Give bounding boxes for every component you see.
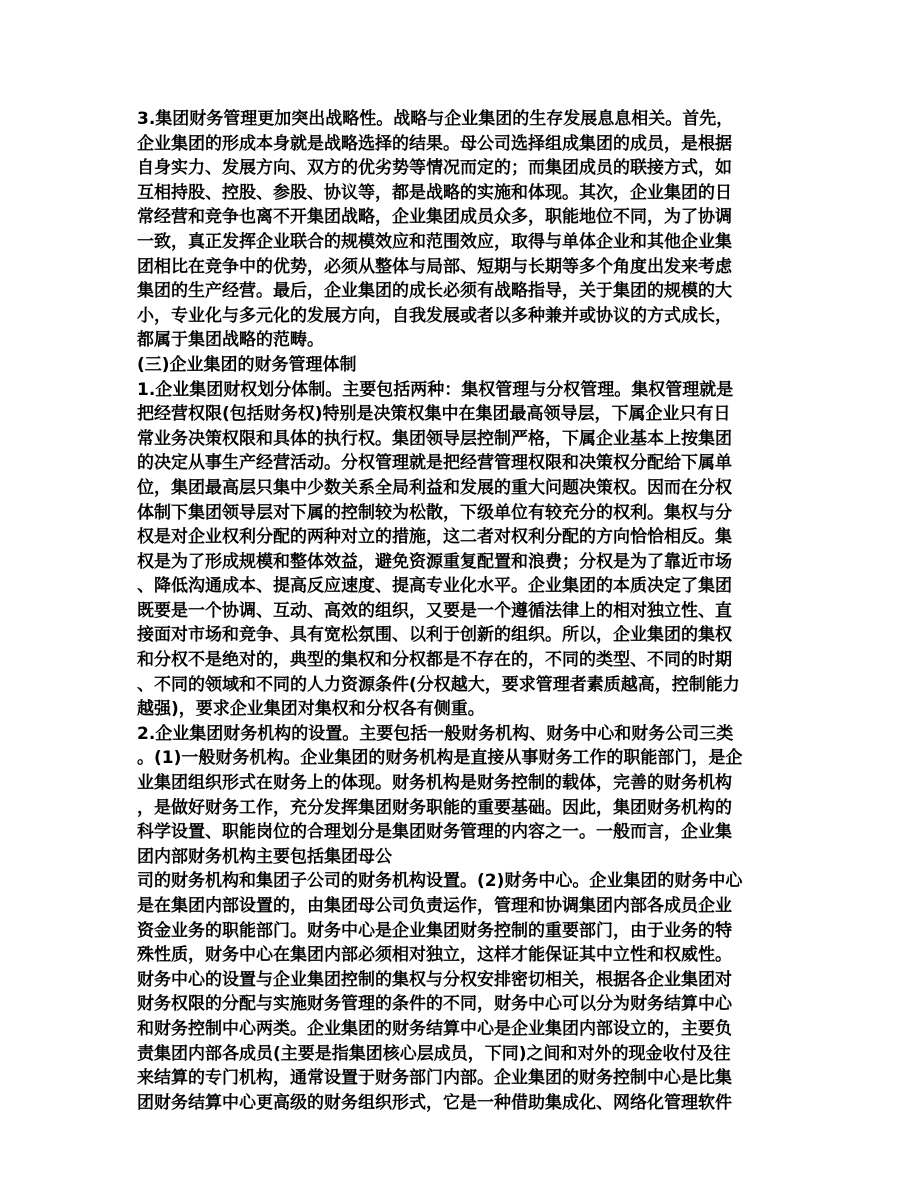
text-line: 团相比在竞争中的优势，必须从整体与局部、短期与长期等多个角度出发来考虑 <box>137 256 732 277</box>
text-line: 1.企业集团财权划分体制。主要包括两种：集权管理与分权管理。集权管理就是 <box>137 379 734 400</box>
text-line: 、不同的领域和不同的人力资源条件(分权越大，要求管理者素质越高，控制能力 <box>137 674 740 695</box>
text-line: 财务中心的设置与企业集团控制的集权与分权安排密切相关，根据各企业集团对 <box>137 969 732 990</box>
text-line: 、降低沟通成本、提高反应速度、提高专业化水平。企业集团的本质决定了集团 <box>137 576 732 597</box>
text-line: 体制下集团领导层对下属的控制较为松散，下级单位有较充分的权利。集权与分 <box>137 502 732 523</box>
text-line: 殊性质，财务中心在集团内部必须相对独立，这样才能保证其中立性和权威性。 <box>137 945 732 966</box>
text-line: 团内部财务机构主要包括集团母公 <box>137 846 392 867</box>
text-line: 3.集团财务管理更加突出战略性。战略与企业集团的生存发展息息相关。首先， <box>137 109 734 129</box>
text-line: 位，集团最高层只集中少数关系全局利益和发展的重大问题决策权。因而在分权 <box>137 477 732 498</box>
text-line: 接面对市场和竞争、具有宽松氛围、以利于创新的组织。所以，企业集团的集权 <box>137 625 732 646</box>
text-line: 科学设置、职能岗位的合理划分是集团财务管理的内容之一。一般而言，企业集 <box>137 822 732 843</box>
text-line: 司的财务机构和集团子公司的财务机构设置。(2)财务中心。企业集团的财务中心 <box>137 871 743 892</box>
text-line: 越强)，要求企业集团对集权和分权各有侧重。 <box>137 699 485 720</box>
text-line: 团财务结算中心更高级的财务组织形式，它是一种借助集成化、网络化管理软件 <box>137 1092 732 1113</box>
text-line: (三)企业集团的财务管理体制 <box>137 354 357 375</box>
text-line: 常业务决策权限和具体的执行权。集团领导层控制严格，下属企业基本上按集团 <box>137 428 732 449</box>
text-line: 常经营和竞争也离不开集团战略，企业集团成员众多，职能地位不同，为了协调 <box>137 207 732 228</box>
text-line: 权是为了形成规模和整体效益，避免资源重复配置和浪费；分权是为了靠近市场 <box>137 551 732 572</box>
text-line: 把经营权限(包括财务权)特别是决策权集中在集团最高领导层，下属企业只有日 <box>137 404 731 425</box>
text-line: 互相持股、控股、参股、协议等，都是战略的实施和体现。其次，企业集团的日 <box>137 182 732 203</box>
text-line: ，是做好财务工作，充分发挥集团财务职能的重要基础。因此，集团财务机构的 <box>137 797 732 818</box>
text-line: 财务权限的分配与实施财务管理的条件的不同，财务中心可以分为财务结算中心 <box>137 994 732 1015</box>
text-line: 来结算的专门机构，通常设置于财务部门内部。企业集团的财务控制中心是比集 <box>137 1068 732 1089</box>
text-line: 小，专业化与多元化的发展方向，自我发展或者以多种兼并或协议的方式成长， <box>137 305 732 326</box>
text-line: 都属于集团战略的范畴。 <box>137 330 324 351</box>
text-line: 资金业务的职能部门。财务中心是企业集团财务控制的重要部门，由于业务的特 <box>137 920 732 941</box>
text-line: 权是对企业权利分配的两种对立的措施，这二者对权利分配的方向恰恰相反。集 <box>137 527 732 548</box>
text-line: 责集团内部各成员(主要是指集团核心层成员，下同)之间和对外的现金收付及往 <box>137 1043 731 1064</box>
text-line: 和财务控制中心两类。企业集团的财务结算中心是企业集团内部设立的，主要负 <box>137 1018 732 1039</box>
text-line: 一致，真正发挥企业联合的规模效应和范围效应，取得与单体企业和其他企业集 <box>137 231 732 252</box>
text-line: 既要是一个协调、互动、高效的组织，又要是一个遵循法律上的相对独立性、直 <box>137 600 732 621</box>
text-line: 企业集团的形成本身就是战略选择的结果。母公司选择组成集团的成员，是根据 <box>137 133 732 154</box>
document-body <box>137 107 787 1115</box>
text-line: 的决定从事生产经营活动。分权管理就是把经营管理权限和决策权分配给下属单 <box>137 453 732 474</box>
text-line: 。(1)一般财务机构。企业集团的财务机构是直接从事财务工作的职能部门，是企 <box>137 748 743 769</box>
text-line: 2.企业集团财务机构的设置。主要包括一般财务机构、财务中心和财务公司三类 <box>137 723 734 744</box>
text-line: 自身实力、发展方向、双方的优劣势等情况而定的；而集团成员的联接方式，如 <box>137 158 732 179</box>
text-line: 和分权不是绝对的，典型的集权和分权都是不存在的，不同的类型、不同的时期 <box>137 650 732 671</box>
text-line: 是在集团内部设置的，由集团母公司负责运作，管理和协调集团内部各成员企业 <box>137 896 732 916</box>
text-line: 集团的生产经营。最后，企业集团的成长必须有战略指导，关于集团的规模的大 <box>137 281 732 302</box>
text-line: 业集团组织形式在财务上的体现。财务机构是财务控制的载体，完善的财务机构 <box>137 773 732 794</box>
